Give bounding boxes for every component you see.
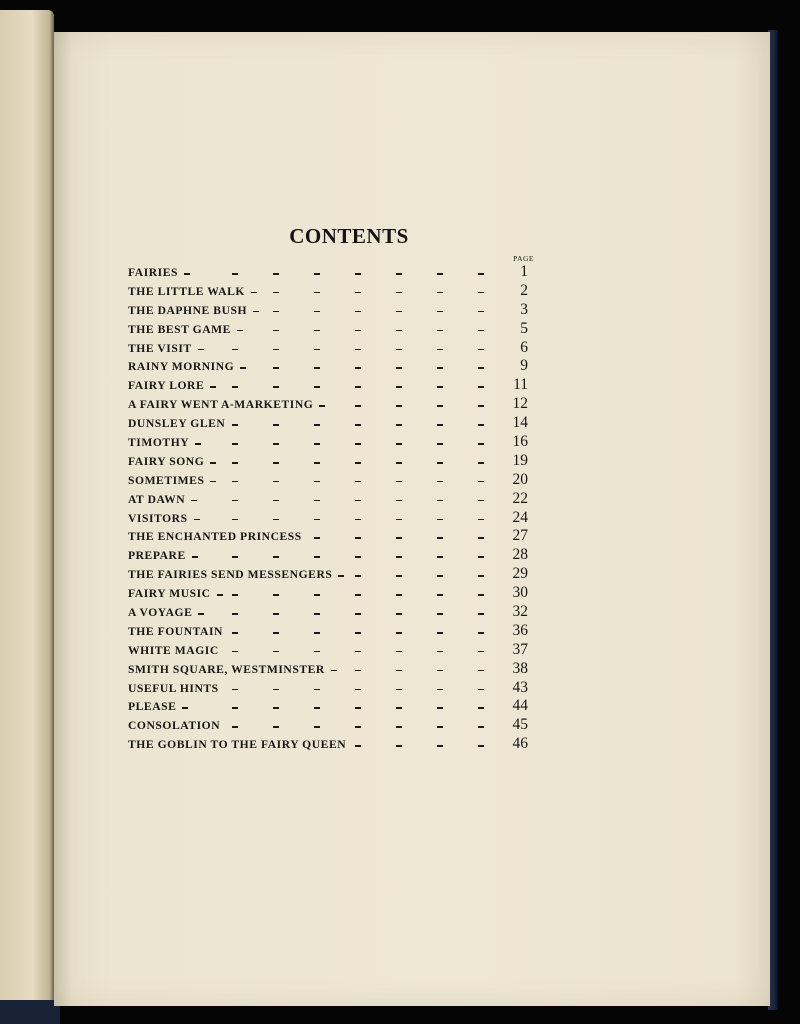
leader-dash: [273, 443, 279, 445]
leader-dash: [232, 424, 238, 426]
leader-dash: [478, 330, 484, 332]
toc-entry-title: AT DAWN: [128, 492, 186, 506]
leader-dash: [437, 330, 443, 332]
leader-dash: [273, 311, 279, 313]
toc-entry-page: 28: [512, 546, 528, 564]
leader-dash: [232, 481, 238, 483]
toc-entry: [128, 680, 528, 699]
leader-dash: [478, 594, 484, 596]
leader-dash: [437, 707, 443, 709]
leader-dash: [355, 651, 361, 653]
toc-entry: [128, 302, 528, 321]
leader-dash: [273, 349, 279, 351]
leader-dash: [355, 613, 361, 615]
toc-entry-title: CONSOLATION: [128, 719, 221, 733]
toc-entry-page: 14: [512, 414, 528, 432]
leader-dash: [232, 632, 238, 634]
leader-dash: [437, 349, 443, 351]
left-cover-edge: [0, 1000, 60, 1024]
toc-entry-page: 30: [512, 584, 528, 602]
leader-dash: [314, 443, 320, 445]
toc-entry-page: 32: [512, 603, 528, 621]
leader-dash: [232, 594, 238, 596]
leader-dash: [273, 613, 279, 615]
toc-entry-title: THE ENCHANTED PRINCESS: [128, 530, 302, 544]
toc-entry-title: SMITH SQUARE, WESTMINSTER: [128, 662, 325, 676]
toc-entry: [128, 340, 528, 359]
leader-dash: [314, 556, 320, 558]
leader-dash: [396, 330, 402, 332]
toc-entry-title: THE LITTLE WALK: [128, 284, 245, 298]
leader-dash: [478, 670, 484, 672]
leader-dash: [314, 311, 320, 313]
leader-dash: [273, 519, 279, 521]
leader-dash: [396, 386, 402, 388]
leader-dash: [478, 462, 484, 464]
leader-dash: [314, 707, 320, 709]
toc-entry-title: VISITORS: [128, 511, 188, 525]
leader-dash: [232, 556, 238, 558]
leader-dashes: [128, 698, 494, 716]
leader-dash: [192, 556, 198, 558]
leader-dash: [396, 349, 402, 351]
leader-dash: [478, 443, 484, 445]
toc-entry-page: 2: [520, 281, 528, 299]
leader-dash: [191, 500, 197, 502]
leader-dash: [478, 500, 484, 502]
leader-dash: [314, 651, 320, 653]
leader-dash: [232, 273, 238, 275]
leader-dash: [396, 707, 402, 709]
toc-entry-page: 43: [512, 678, 528, 696]
toc-entry: [128, 585, 528, 604]
leader-dash: [232, 500, 238, 502]
leader-dash: [198, 349, 204, 351]
toc-entry-page: 22: [512, 489, 528, 507]
leader-dash: [437, 481, 443, 483]
leader-dash: [355, 556, 361, 558]
toc-entry-title: RAINY MORNING: [128, 360, 235, 374]
toc-entry-title: THE GOBLIN TO THE FAIRY QUEEN: [128, 738, 347, 752]
leader-dash: [437, 443, 443, 445]
leader-dash: [355, 330, 361, 332]
toc-entry: [128, 623, 528, 642]
leader-dash: [314, 330, 320, 332]
leader-dash: [355, 386, 361, 388]
toc-entry: [128, 264, 528, 283]
leader-dash: [396, 613, 402, 615]
leader-dash: [437, 689, 443, 691]
leader-dash: [396, 367, 402, 369]
toc-entry-title: FAIRY LORE: [128, 379, 205, 393]
leader-dash: [478, 481, 484, 483]
toc-entry-title: FAIRY MUSIC: [128, 587, 211, 601]
leader-dash: [437, 613, 443, 615]
leader-dash: [273, 367, 279, 369]
toc-entry-page: 1: [520, 263, 528, 280]
leader-dash: [437, 632, 443, 634]
leader-dash: [273, 292, 279, 294]
leader-dash: [232, 689, 238, 691]
toc-entry-page: 9: [520, 357, 528, 375]
leader-dash: [314, 613, 320, 615]
leader-dash: [273, 726, 279, 728]
toc-entry-page: 24: [512, 508, 528, 526]
leader-dash: [273, 556, 279, 558]
toc-entry: [128, 717, 528, 736]
leader-dash: [437, 519, 443, 521]
toc-entry-page: 46: [512, 735, 528, 753]
toc-entry: [128, 736, 528, 755]
toc-entry: [128, 604, 528, 623]
toc-entry: [128, 698, 528, 717]
leader-dash: [195, 443, 201, 445]
leader-dash: [478, 311, 484, 313]
leader-dash: [210, 481, 216, 483]
leader-dash: [210, 462, 216, 464]
leader-dash: [437, 726, 443, 728]
left-page-edge: [0, 10, 54, 1010]
leader-dash: [396, 689, 402, 691]
toc-entry-page: 6: [520, 338, 528, 356]
leader-dash: [437, 537, 443, 539]
leader-dash: [396, 575, 402, 577]
toc-entry: [128, 377, 528, 396]
toc-entry-page: 12: [512, 395, 528, 413]
toc-entry-title: THE BEST GAME: [128, 322, 231, 336]
leader-dash: [355, 481, 361, 483]
toc-entry: [128, 396, 528, 415]
leader-dash: [437, 311, 443, 313]
leader-dash: [437, 273, 443, 275]
leader-dash: [396, 481, 402, 483]
leader-dash: [396, 726, 402, 728]
leader-dash: [314, 519, 320, 521]
toc-entry: [128, 566, 528, 585]
leader-dash: [396, 462, 402, 464]
leader-dash: [273, 594, 279, 596]
toc-entry-title: WHITE MAGIC: [128, 643, 219, 657]
leader-dash: [314, 424, 320, 426]
leader-dash: [478, 613, 484, 615]
toc-entry-page: 37: [512, 640, 528, 658]
leader-dash: [232, 651, 238, 653]
leader-dash: [273, 330, 279, 332]
leader-dash: [478, 632, 484, 634]
leader-dash: [437, 575, 443, 577]
leader-dash: [478, 651, 484, 653]
leader-dash: [437, 386, 443, 388]
toc-entry-page: 5: [520, 319, 528, 337]
toc-entry-page: 36: [512, 621, 528, 639]
leader-dash: [232, 519, 238, 521]
leader-dash: [194, 519, 200, 521]
leader-dash: [478, 689, 484, 691]
toc-entry-title: TIMOTHY: [128, 436, 190, 450]
leader-dash: [273, 462, 279, 464]
leader-dash: [355, 745, 361, 747]
toc-entry: [128, 472, 528, 491]
leader-dash: [355, 519, 361, 521]
toc-entry: [128, 642, 528, 661]
leader-dash: [314, 632, 320, 634]
leader-dash: [240, 367, 246, 369]
toc-entry-page: 27: [512, 527, 528, 545]
toc-entry-title: THE FAIRIES SEND MESSENGERS: [128, 568, 333, 582]
leader-dash: [355, 575, 361, 577]
toc-entry-title: FAIRIES: [128, 266, 179, 279]
leader-dash: [273, 707, 279, 709]
toc-entry-page: 16: [512, 433, 528, 451]
toc-entry-title: DUNSLEY GLEN: [128, 417, 226, 431]
leader-dash: [396, 632, 402, 634]
toc-entry-title: THE VISIT: [128, 341, 192, 355]
leader-dash: [396, 424, 402, 426]
toc-entry-page: 38: [512, 659, 528, 677]
leader-dash: [355, 500, 361, 502]
leader-dash: [437, 367, 443, 369]
leader-dash: [273, 651, 279, 653]
leader-dash: [319, 405, 325, 407]
toc-entry: [128, 528, 528, 547]
leader-dash: [396, 519, 402, 521]
leader-dash: [355, 689, 361, 691]
leader-dashes: [128, 264, 494, 282]
leader-dash: [355, 367, 361, 369]
leader-dash: [232, 462, 238, 464]
toc-entry: [128, 415, 528, 434]
leader-dash: [355, 292, 361, 294]
leader-dash: [273, 424, 279, 426]
toc-entry: [128, 434, 528, 453]
leader-dash: [478, 519, 484, 521]
leader-dash: [396, 292, 402, 294]
toc-entry-page: 44: [512, 697, 528, 715]
leader-dash: [253, 311, 259, 313]
leader-dash: [478, 292, 484, 294]
leader-dash: [478, 726, 484, 728]
toc-entry-title: A VOYAGE: [128, 606, 193, 620]
leader-dash: [396, 670, 402, 672]
leader-dash: [437, 556, 443, 558]
toc-entry-title: A FAIRY WENT A-MARKETING: [128, 398, 314, 412]
leader-dash: [273, 689, 279, 691]
leader-dash: [314, 481, 320, 483]
toc-entry-title: PLEASE: [128, 700, 177, 714]
leader-dash: [478, 745, 484, 747]
leader-dash: [355, 670, 361, 672]
leader-dash: [232, 613, 238, 615]
leader-dash: [437, 405, 443, 407]
leader-dash: [396, 651, 402, 653]
leader-dash: [478, 273, 484, 275]
leader-dash: [355, 443, 361, 445]
leader-dash: [396, 537, 402, 539]
toc-entry-page: 11: [513, 376, 528, 394]
leader-dash: [478, 367, 484, 369]
leader-dash: [478, 386, 484, 388]
leader-dash: [355, 349, 361, 351]
toc-entry: [128, 358, 528, 377]
leader-dash: [355, 462, 361, 464]
leader-dash: [437, 745, 443, 747]
leader-dash: [478, 405, 484, 407]
contents-heading: CONTENTS: [289, 224, 409, 248]
leader-dash: [478, 537, 484, 539]
leader-dash: [314, 349, 320, 351]
toc-entry-title: USEFUL HINTS: [128, 681, 219, 695]
leader-dash: [273, 481, 279, 483]
leader-dash: [396, 273, 402, 275]
toc-entry: [128, 453, 528, 472]
toc-entry-title: SOMETIMES: [128, 473, 205, 487]
leader-dash: [314, 726, 320, 728]
leader-dash: [314, 594, 320, 596]
leader-dash: [314, 500, 320, 502]
leader-dash: [355, 726, 361, 728]
leader-dash: [437, 424, 443, 426]
leader-dash: [478, 575, 484, 577]
leader-dash: [478, 707, 484, 709]
toc-entry: [128, 510, 528, 529]
leader-dash: [355, 707, 361, 709]
toc-entry: [128, 283, 528, 302]
leader-dash: [355, 594, 361, 596]
leader-dash: [355, 424, 361, 426]
toc-entry-title: FAIRY SONG: [128, 454, 205, 468]
toc-entry-page: 19: [512, 451, 528, 469]
toc-entry-title: PREPARE: [128, 549, 186, 563]
toc-entry-page: 20: [512, 470, 528, 488]
leader-dash: [355, 273, 361, 275]
leader-dash: [210, 386, 216, 388]
leader-dash: [314, 537, 320, 539]
leader-dash: [478, 349, 484, 351]
leader-dash: [232, 707, 238, 709]
toc-entry: [128, 547, 528, 566]
leader-dash: [396, 311, 402, 313]
leader-dash: [314, 689, 320, 691]
toc-entry: [128, 661, 528, 680]
leader-dash: [273, 386, 279, 388]
toc-entry: [128, 321, 528, 340]
leader-dash: [437, 462, 443, 464]
leader-dash: [184, 273, 190, 275]
leader-dash: [232, 726, 238, 728]
toc-entry-page: 45: [512, 716, 528, 734]
leader-dash: [314, 292, 320, 294]
leader-dash: [232, 443, 238, 445]
leader-dash: [237, 330, 243, 332]
leader-dash: [251, 292, 257, 294]
toc-entry-page: 29: [512, 565, 528, 583]
leader-dash: [232, 349, 238, 351]
leader-dash: [355, 537, 361, 539]
toc-entry-page: 3: [520, 300, 528, 318]
leader-dash: [437, 670, 443, 672]
leader-dash: [396, 556, 402, 558]
page-column-label: PAGE: [513, 254, 534, 263]
leader-dash: [478, 424, 484, 426]
leader-dash: [437, 651, 443, 653]
leader-dash: [396, 405, 402, 407]
leader-dash: [182, 707, 188, 709]
leader-dash: [478, 556, 484, 558]
leader-dash: [273, 273, 279, 275]
leader-dash: [232, 386, 238, 388]
leader-dash: [437, 500, 443, 502]
table-of-contents: [128, 264, 528, 755]
leader-dash: [355, 632, 361, 634]
toc-entry-title: THE FOUNTAIN: [128, 624, 223, 638]
leader-dash: [396, 745, 402, 747]
leader-dash: [338, 575, 344, 577]
leader-dash: [437, 594, 443, 596]
leader-dash: [355, 311, 361, 313]
leader-dash: [217, 594, 223, 596]
leader-dash: [396, 594, 402, 596]
leader-dash: [314, 462, 320, 464]
leader-dash: [396, 443, 402, 445]
leader-dash: [314, 273, 320, 275]
leader-dash: [355, 405, 361, 407]
leader-dash: [273, 632, 279, 634]
leader-dash: [437, 292, 443, 294]
leader-dash: [396, 500, 402, 502]
toc-entry-title: THE DAPHNE BUSH: [128, 303, 248, 317]
toc-entry: [128, 491, 528, 510]
leader-dash: [314, 367, 320, 369]
contents-page: [54, 32, 770, 1006]
leader-dash: [273, 500, 279, 502]
leader-dash: [314, 386, 320, 388]
leader-dash: [198, 613, 204, 615]
leader-dash: [331, 670, 337, 672]
